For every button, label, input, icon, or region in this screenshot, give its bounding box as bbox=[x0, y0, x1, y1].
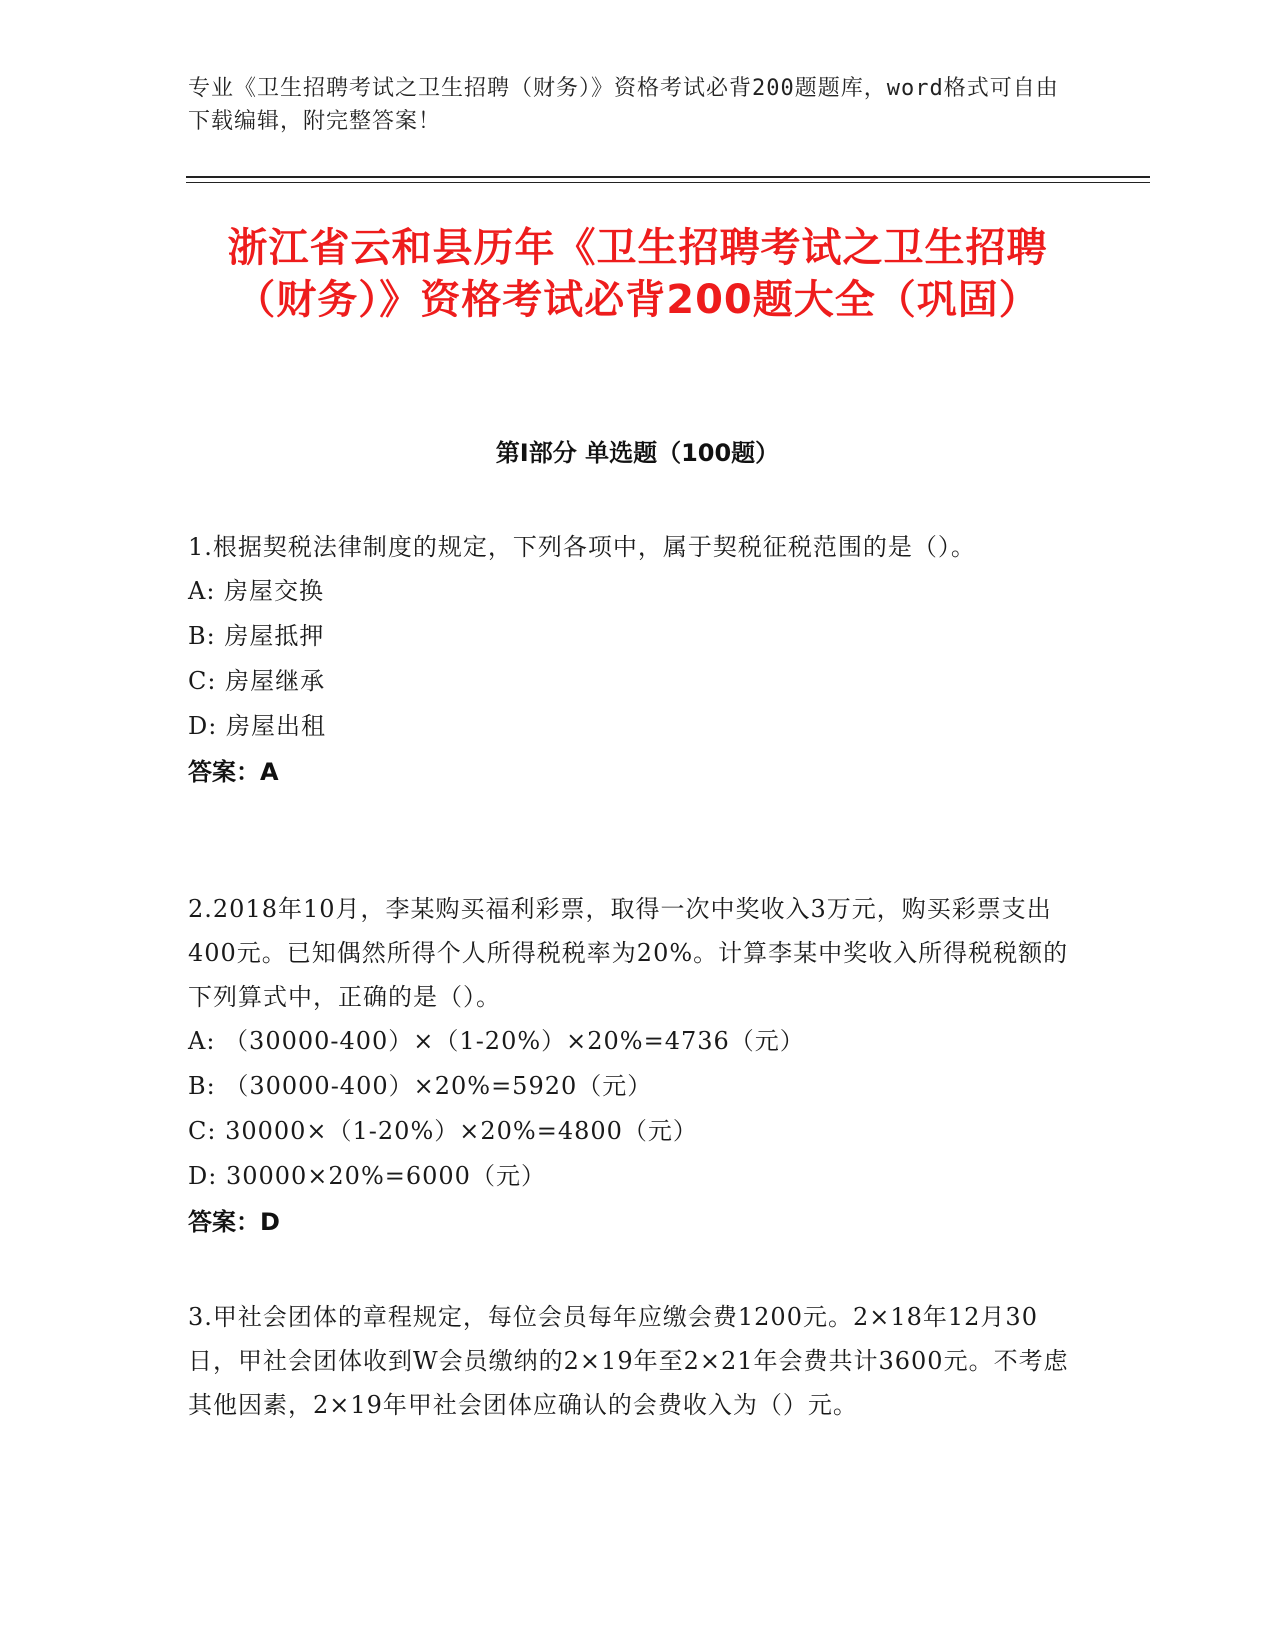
option-a: A: （30000-400）×（1-20%）×20%=4736（元） bbox=[188, 1027, 805, 1055]
option-c: C: 房屋继承 bbox=[188, 667, 326, 695]
question-1 bbox=[188, 525, 1078, 795]
header-divider-thick bbox=[186, 176, 1150, 178]
question-stem: 3.甲社会团体的章程规定，每位会员每年应缴会费1200元。2×18年12月30日，甲社会团体收到W会员缴纳的2×19年至2×21年会费共计3600元。不考虑其他因素，2×19年甲社会团体应确认的会费收入为（）元。 bbox=[188, 1303, 1069, 1419]
question-2 bbox=[188, 887, 1078, 1245]
question-stem: 2.2018年10月，李某购买福利彩票，取得一次中奖收入3万元，购买彩票支出400元。已知偶然所得个人所得税税率为20%。计算李某中奖收入所得税税额的下列算式中，正确的是（）。 bbox=[188, 895, 1069, 1011]
answer: 答案：D bbox=[188, 1208, 280, 1236]
section-heading: 第Ⅰ部分 单选题（100题） bbox=[495, 439, 780, 467]
option-d: D: 30000×20%=6000（元） bbox=[188, 1162, 546, 1190]
answer: 答案：A bbox=[188, 758, 279, 786]
option-c: C: 30000×（1-20%）×20%=4800（元） bbox=[188, 1117, 698, 1145]
header-divider-thin bbox=[186, 182, 1150, 183]
document-title: 浙江省云和县历年《卫生招聘考试之卫生招聘（财务）》资格考试必背200题大全（巩固） bbox=[227, 225, 1048, 323]
question-stem: 1.根据契税法律制度的规定，下列各项中，属于契税征税范围的是（）。 bbox=[188, 533, 976, 561]
option-d: D: 房屋出租 bbox=[188, 712, 326, 740]
question-3 bbox=[188, 1295, 1078, 1427]
header-note: 专业《卫生招聘考试之卫生招聘（财务）》资格考试必背200题题库，word格式可自由下载编辑，附完整答案！ bbox=[188, 76, 1059, 134]
option-b: B: （30000-400）×20%=5920（元） bbox=[188, 1072, 653, 1100]
option-b: B: 房屋抵押 bbox=[188, 622, 325, 650]
option-a: A: 房屋交换 bbox=[188, 577, 325, 605]
